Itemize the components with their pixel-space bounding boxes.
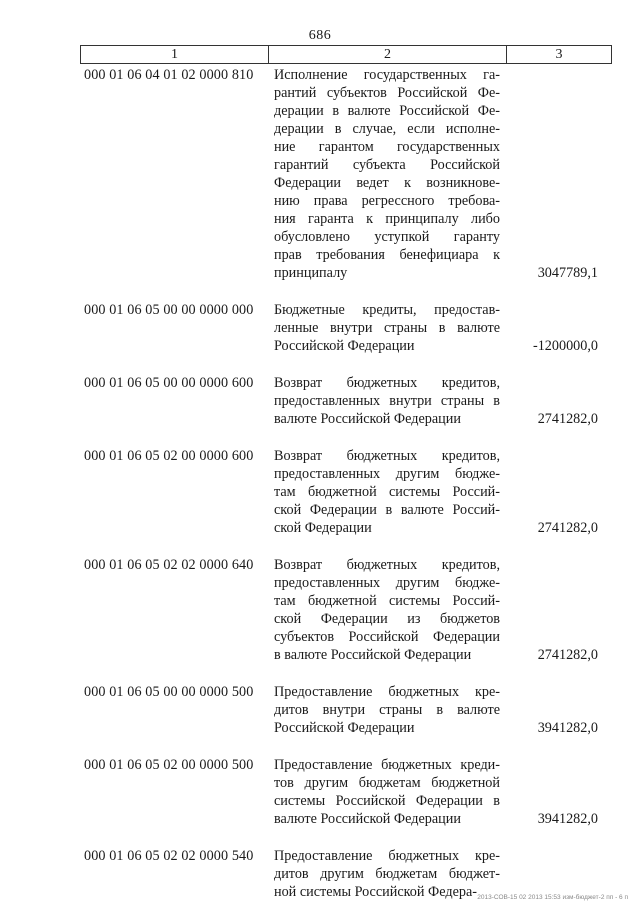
row-description	[274, 683, 500, 737]
description-line: ской Федерации из бюджетов	[274, 611, 500, 627]
description-line: нию права регрессного требова-	[274, 193, 500, 209]
description-line: предоставленных другим бюдже-	[274, 466, 500, 482]
description-line: Бюджетные кредиты, предостав-	[274, 302, 500, 318]
description-line: валюте Российской Федерации	[274, 411, 461, 427]
description-line: ленные внутри страны в валюте	[274, 320, 500, 336]
header-col-3: 3	[555, 46, 563, 62]
row-amount: 2741282,0	[537, 520, 598, 536]
description-line: ние гарантом государственных	[274, 139, 500, 155]
description-line: ской Федерации	[274, 520, 372, 536]
header-col-2: 2	[269, 46, 507, 63]
description-line: Российской Федерации	[274, 338, 415, 354]
row-description	[274, 374, 500, 428]
budget-code: 000 01 06 05 00 00 0000 000	[84, 302, 254, 318]
row-description	[274, 66, 500, 282]
budget-code: 000 01 06 05 02 00 0000 500	[84, 757, 254, 773]
description-line: Возврат бюджетных кредитов,	[274, 375, 500, 391]
description-line: Предоставление бюджетных кре-	[274, 684, 500, 700]
description-line: предоставленных другим бюдже-	[274, 575, 500, 591]
description-line: дерации в случае, если исполне-	[274, 121, 500, 137]
description-line: обусловлено уступкой гаранту	[274, 229, 500, 245]
page-number: 686	[308, 28, 332, 43]
description-line: ской Федерации в валюте Россий-	[274, 502, 500, 518]
description-line: Возврат бюджетных кредитов,	[274, 557, 500, 573]
description-line: там бюджетной системы Россий-	[274, 484, 500, 500]
description-line: Федерации ведет к возникнове-	[274, 175, 500, 191]
row-amount: -1200000,0	[532, 338, 598, 354]
row-description	[274, 301, 500, 355]
budget-code: 000 01 06 05 02 02 0000 540	[84, 848, 254, 864]
description-line: Возврат бюджетных кредитов,	[274, 448, 500, 464]
row-amount: 3941282,0	[537, 811, 598, 827]
budget-code: 000 01 06 05 02 02 0000 640	[84, 557, 254, 573]
description-line: валюте Российской Федерации	[274, 811, 461, 827]
description-line: Предоставление бюджетных креди-	[274, 757, 500, 773]
row-amount: 3047789,1	[537, 265, 598, 281]
description-line: Предоставление бюджетных кре-	[274, 848, 500, 864]
budget-code: 000 01 06 05 02 00 0000 600	[84, 448, 254, 464]
row-description	[274, 447, 500, 537]
description-line: дитов внутри страны в валюте	[274, 702, 500, 718]
budget-code: 000 01 06 05 00 00 0000 600	[84, 375, 254, 391]
description-line: рантий субъектов Российской Фе-	[274, 85, 500, 101]
row-description	[274, 556, 500, 664]
footer-stamp: 2013-СОВ-15 02 2013 15:53 изм-бюджет-2 пп - 6 п	[477, 894, 628, 901]
description-line: системы Российской Федерации в	[274, 793, 500, 809]
description-line: дитов другим бюджетам бюджет-	[274, 866, 500, 882]
header-col-1: 1	[81, 46, 269, 63]
row-description	[274, 847, 500, 901]
budget-code: 000 01 06 05 00 00 0000 500	[84, 684, 254, 700]
description-line: предоставленных внутри страны в	[274, 393, 500, 409]
description-line: прав требования бенефициара к	[274, 247, 500, 263]
row-amount: 2741282,0	[537, 647, 598, 663]
description-line: тов другим бюджетам бюджетной	[274, 775, 500, 791]
description-line: Российской Федерации	[274, 720, 415, 736]
description-line: там бюджетной системы Россий-	[274, 593, 500, 609]
description-line: ния гаранта к принципалу либо	[274, 211, 500, 227]
description-line: субъектов Российской Федерации	[274, 629, 500, 645]
description-line: ной системы Российской Федера-	[274, 884, 477, 900]
description-line: Исполнение государственных га-	[274, 67, 500, 83]
row-amount: 3941282,0	[537, 720, 598, 736]
table-header	[80, 45, 612, 64]
description-line: в валюте Российской Федерации	[274, 647, 472, 663]
budget-code: 000 01 06 04 01 02 0000 810	[84, 67, 254, 83]
description-line: гарантий субъекта Российской	[274, 157, 500, 173]
description-line: дерации в валюте Российской Фе-	[274, 103, 500, 119]
row-amount: 2741282,0	[537, 411, 598, 427]
row-description	[274, 756, 500, 828]
description-line: принципалу	[274, 265, 348, 281]
